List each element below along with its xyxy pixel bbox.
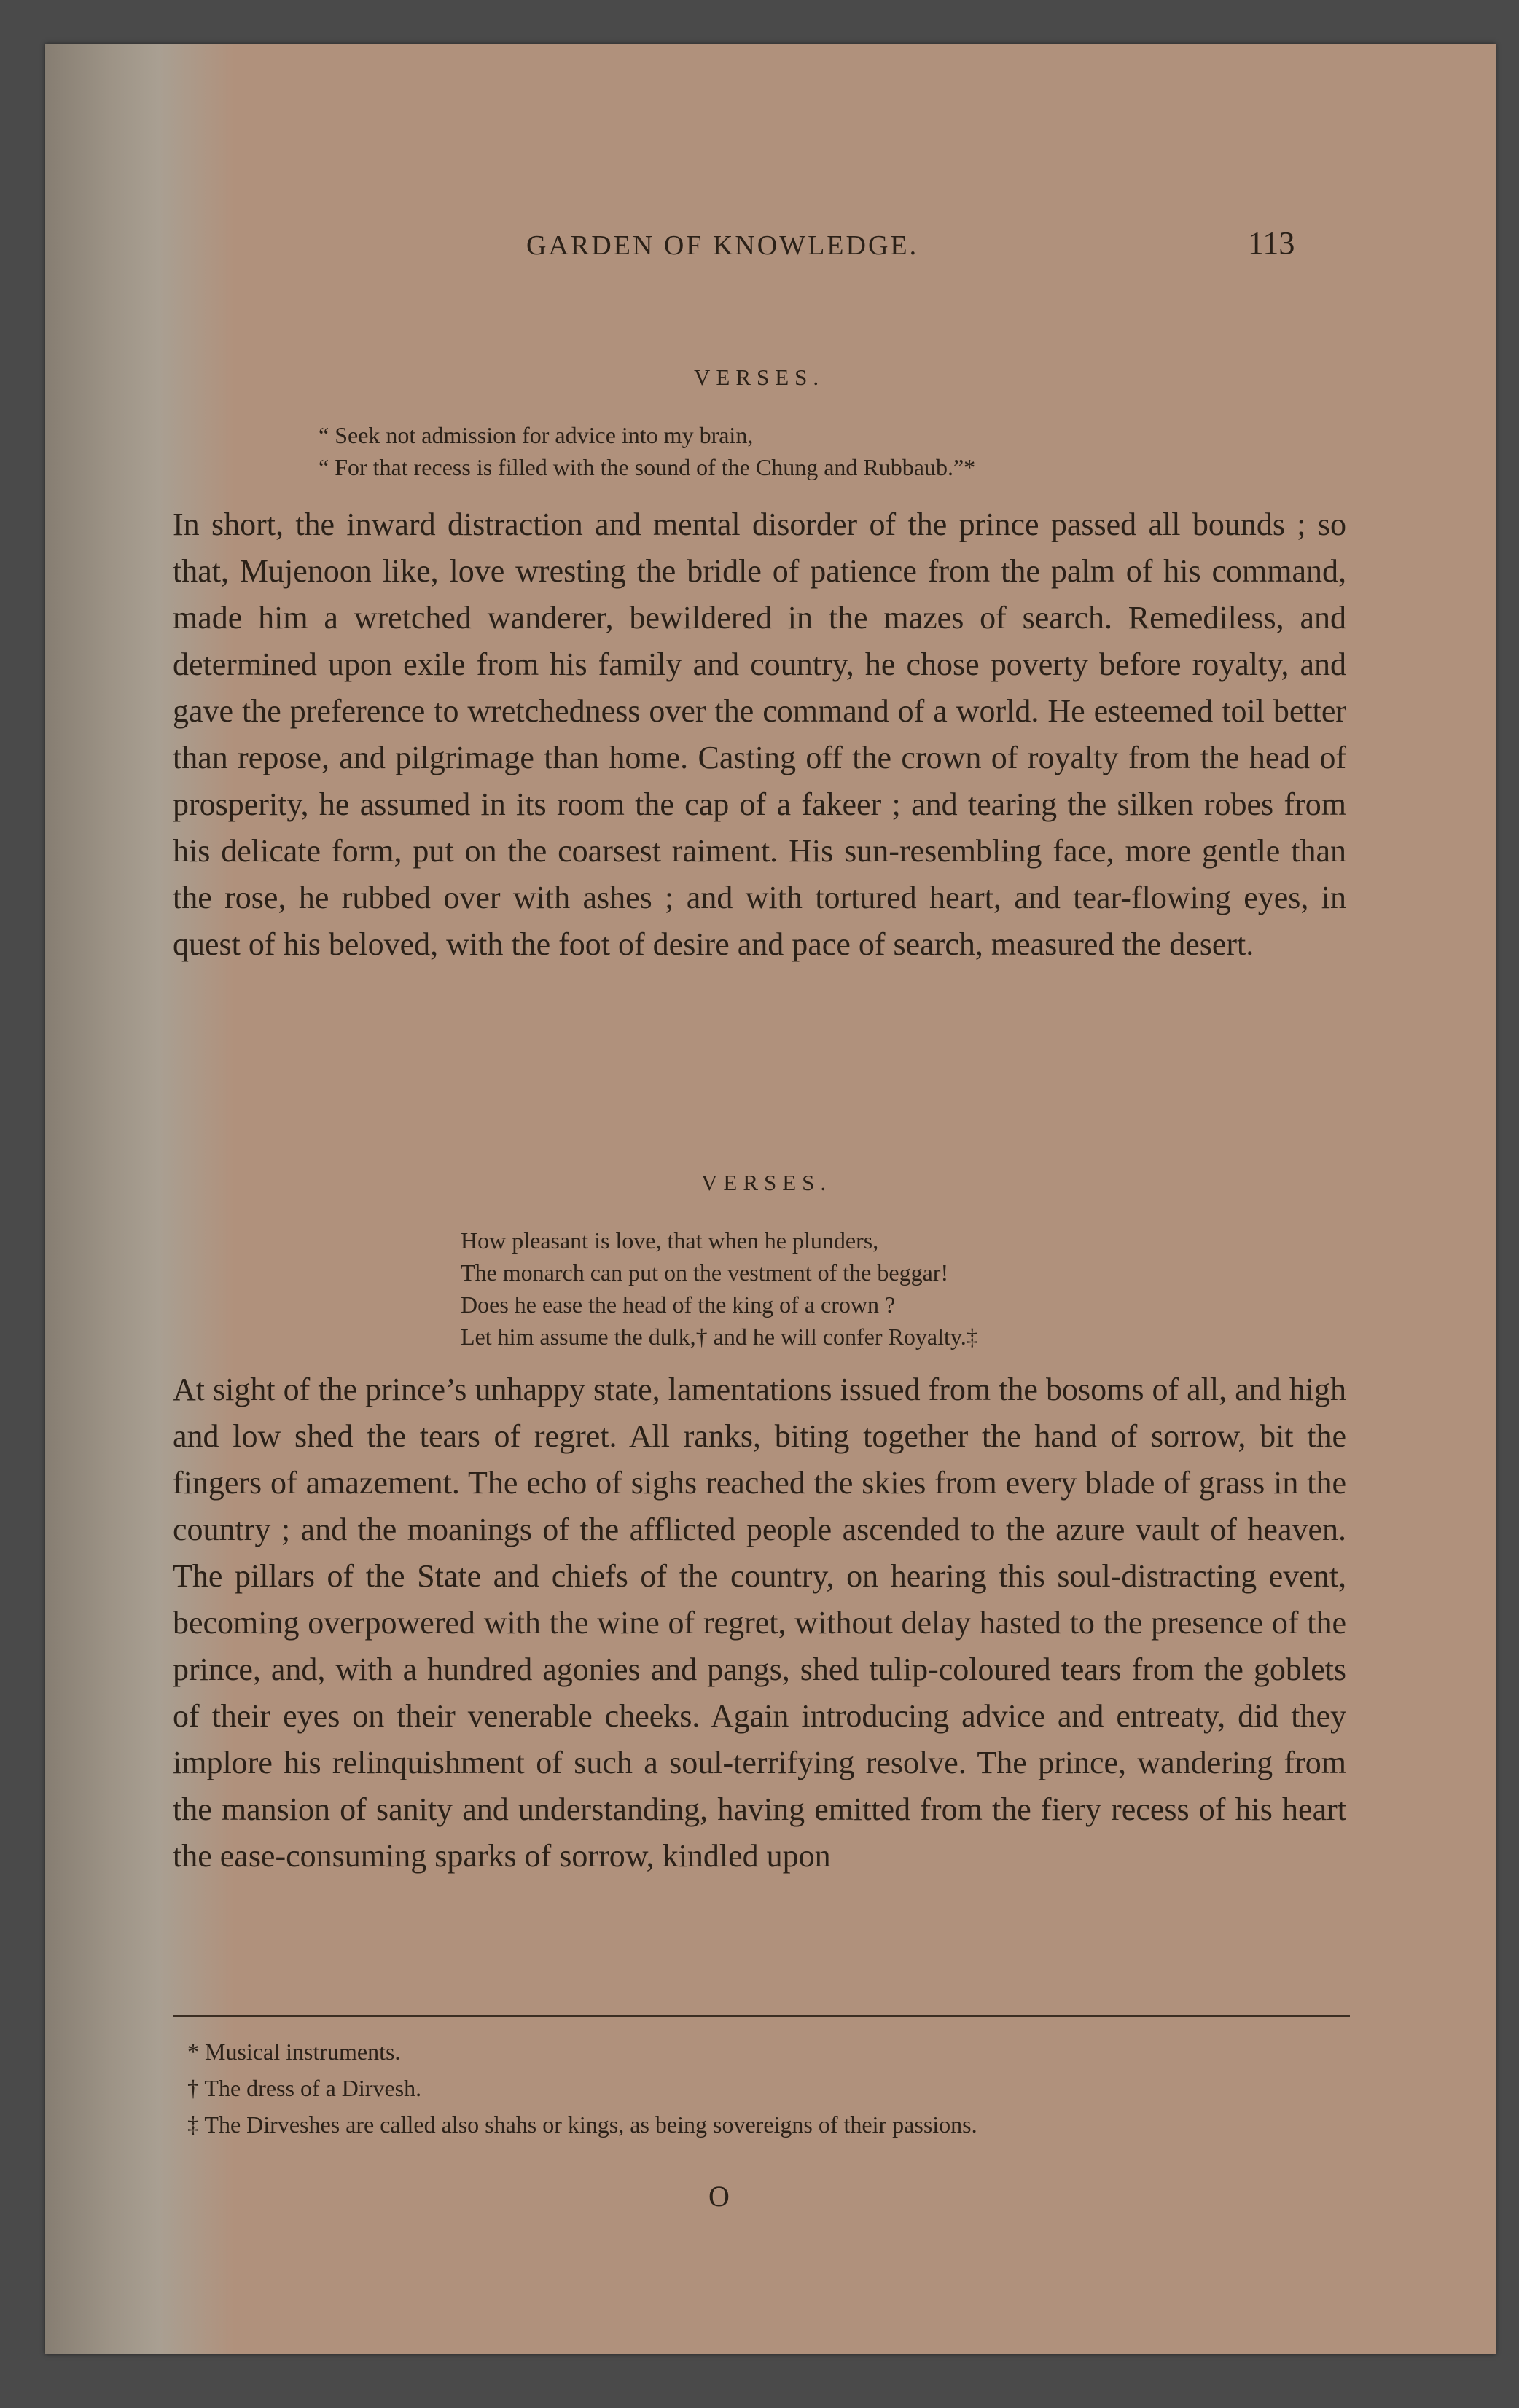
verse-line: Does he ease the head of the king of a crown ? (461, 1291, 896, 1318)
paragraph-1: In short, the inward distraction and mental disorder of the prince passed all bounds ; so that, Mujenoon like, love wresting the bridle of patience from the palm of his command, made him a wretched wanderer, bewildered in the mazes of search. Remediless, and determined upon exile from his family and country, he chose poverty before royalty, and gave the preference to wretchedness over the command of a world. He esteemed toil better than repose, and pilgrimage than home. Casting off the crown of royalty from the head of prosperity, he assumed in its room the cap of a fakeer ; and tearing the silken robes from his delicate form, put on the coarsest raiment. His sun-resembling face, more gentle than the rose, he rubbed over with ashes ; and with tortured heart, and tear-flowing eyes, in quest of his beloved, with the foot of desire and pace of search, measured the desert. (173, 507, 1346, 962)
verse-line: “ For that recess is filled with the sound of the Chung and Rubbaub.”* (319, 454, 976, 480)
verse-line: How pleasant is love, that when he plunders, (461, 1227, 879, 1254)
verse-line: Let him assume the dulk,† and he will confer Royalty.‡ (461, 1324, 978, 1350)
running-head: GARDEN OF KNOWLEDGE. (526, 230, 919, 261)
verse-block-1 (319, 419, 975, 483)
paragraph-2: At sight of the prince’s unhappy state, lamentations issued from the bosoms of all, and high and low shed the tears of regret. All ranks, biting together the hand of sorrow, bit the fingers of amazement. The echo of sighs reached the skies from every blade of grass in the country ; and the moanings of the afflicted people ascended to the azure vault of heaven. The pillars of the State and chiefs of the country, on hearing this soul-distracting event, becoming overpowered with the wine of regret, without delay hasted to the presence of the prince, and, with a hundred agonies and pangs, shed tulip-coloured tears from the goblets of their eyes on their venerable cheeks. Again introducing advice and entreaty, did they implore his relinquishment of such a soul-terrifying resolve. The prince, wandering from the mansion of sanity and understanding, having emitted from the fiery recess of his heart the ease-consuming sparks of sorrow, kindled upon (173, 1372, 1346, 1874)
page-number: 113 (1248, 225, 1295, 261)
signature-mark: O (708, 2180, 730, 2213)
verses-heading-2: VERSES. (701, 1170, 832, 1195)
footnote: * Musical instruments. (187, 2038, 401, 2065)
footnotes (187, 2033, 1350, 2143)
verse-line: “ Seek not admission for advice into my brain, (319, 422, 754, 448)
book-page (45, 44, 1496, 2354)
page-content (45, 44, 1496, 2354)
verses-heading-1: VERSES. (694, 364, 825, 390)
verse-block-2 (461, 1224, 978, 1353)
verse-line: The monarch can put on the vestment of the beggar! (461, 1259, 949, 1286)
footnote-rule (173, 2015, 1350, 2017)
footnote: ‡ The Dirveshes are called also shahs or kings, as being sovereigns of their passions. (187, 2111, 977, 2138)
footnote: † The dress of a Dirvesh. (187, 2075, 422, 2101)
